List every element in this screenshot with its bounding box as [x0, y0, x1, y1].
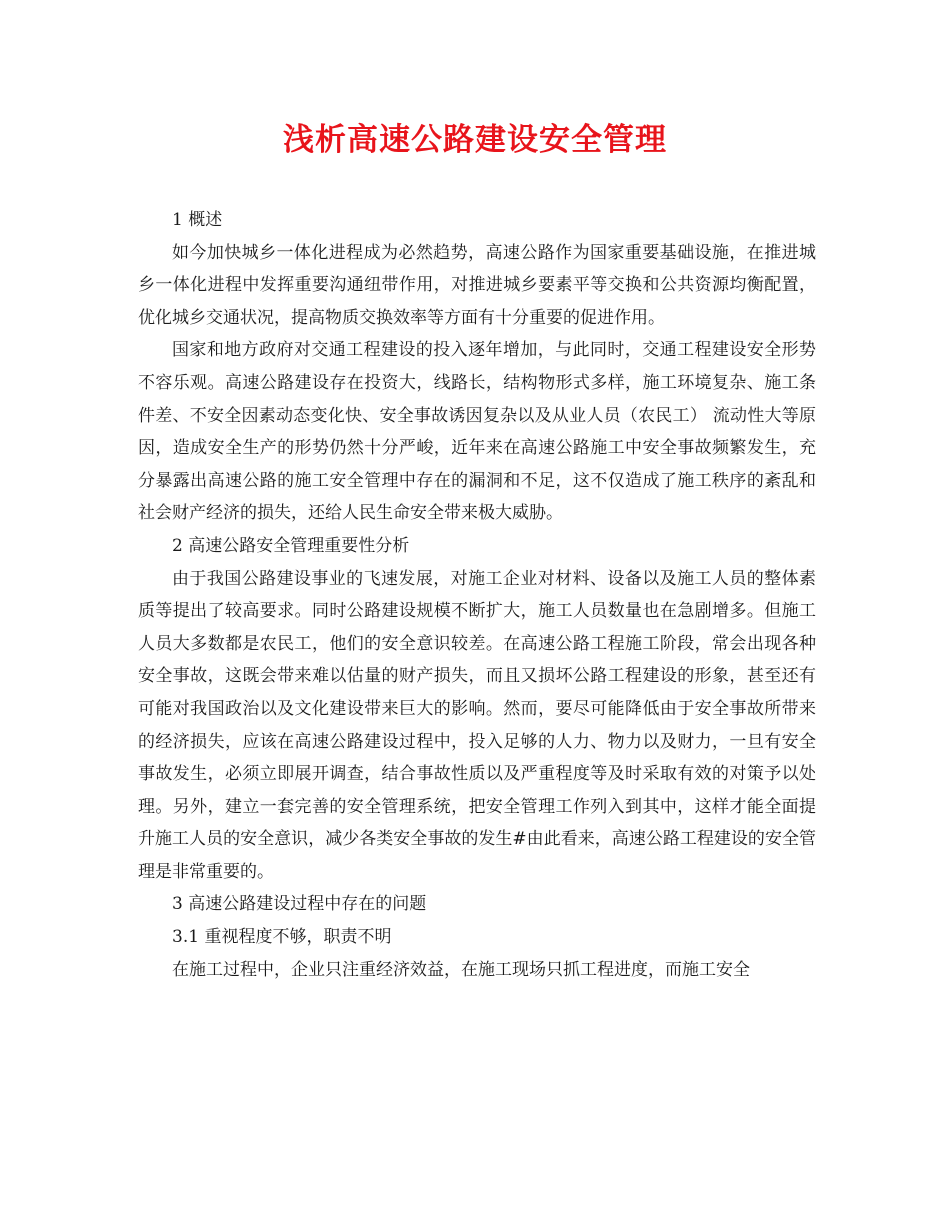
body-paragraph: 如今加快城乡一体化进程成为必然趋势，高速公路作为国家重要基础设施，在推进城乡一体化进程中发挥重要沟通纽带作用，对推进城乡要素平等交换和公共资源均衡配置，优化城乡交通状况，提高物质交换效率等方面有十分重要的促进作用。	[138, 242, 816, 328]
body-paragraph: 在施工过程中，企业只注重经济效益，在施工现场只抓工程进度，而施工安全	[172, 959, 750, 980]
subsection-heading-responsibility: 3.1 重视程度不够，职责不明	[172, 927, 392, 948]
section-heading-overview: 1 概述	[172, 210, 223, 230]
document-body	[138, 204, 816, 986]
body-paragraph: 由于我国公路建设事业的飞速发展，对施工企业对材料、设备以及施工人员的整体素质等提出了较高要求。同时公路建设规模不断扩大，施工人员数量也在急剧增多。但施工人员大多数都是农民工，他们的安全意识较差。在高速公路工程施工阶段，常会出现各种安全事故，这既会带来难以估量的财产损失，而且又损坏公路工程建设的形象，甚至还有可能对我国政治以及文化建设带来巨大的影响。然而，要尽可能降低由于安全事故所带来的经济损失，应该在高速公路建设过程中，投入足够的人力、物力以及财力，一旦有安全事故发生，必须立即展开调查，结合事故性质以及严重程度等及时采取有效的对策予以处理。另外，建立一套完善的安全管理系统，把安全管理工作列入到其中，这样才能全面提升施工人员的安全意识，减少各类安全事故的发生#由此看来，高速公路工程建设的安全管理是非常重要的。	[138, 568, 816, 882]
section-heading-importance: 2 高速公路安全管理重要性分析	[172, 535, 410, 556]
body-paragraph: 国家和地方政府对交通工程建设的投入逐年增加，与此同时，交通工程建设安全形势不容乐观。高速公路建设存在投资大，线路长，结构物形式多样，施工环境复杂、施工条件差、不安全因素动态变化快、安全事故诱因复杂以及从业人员（农民工） 流动性大等原因，造成安全生产的形势仍然十分严峻，近年来在高速公路施工中安全事故频繁发生，充分暴露出高速公路的施工安全管理中存在的漏洞和不足，这不仅造成了施工秩序的紊乱和社会财产经济的损失，还给人民生命安全带来极大威胁。	[138, 340, 816, 524]
section-heading-problems: 3 高速公路建设过程中存在的问题	[172, 894, 427, 915]
document-title: 浅析高速公路建设安全管理	[283, 122, 667, 158]
